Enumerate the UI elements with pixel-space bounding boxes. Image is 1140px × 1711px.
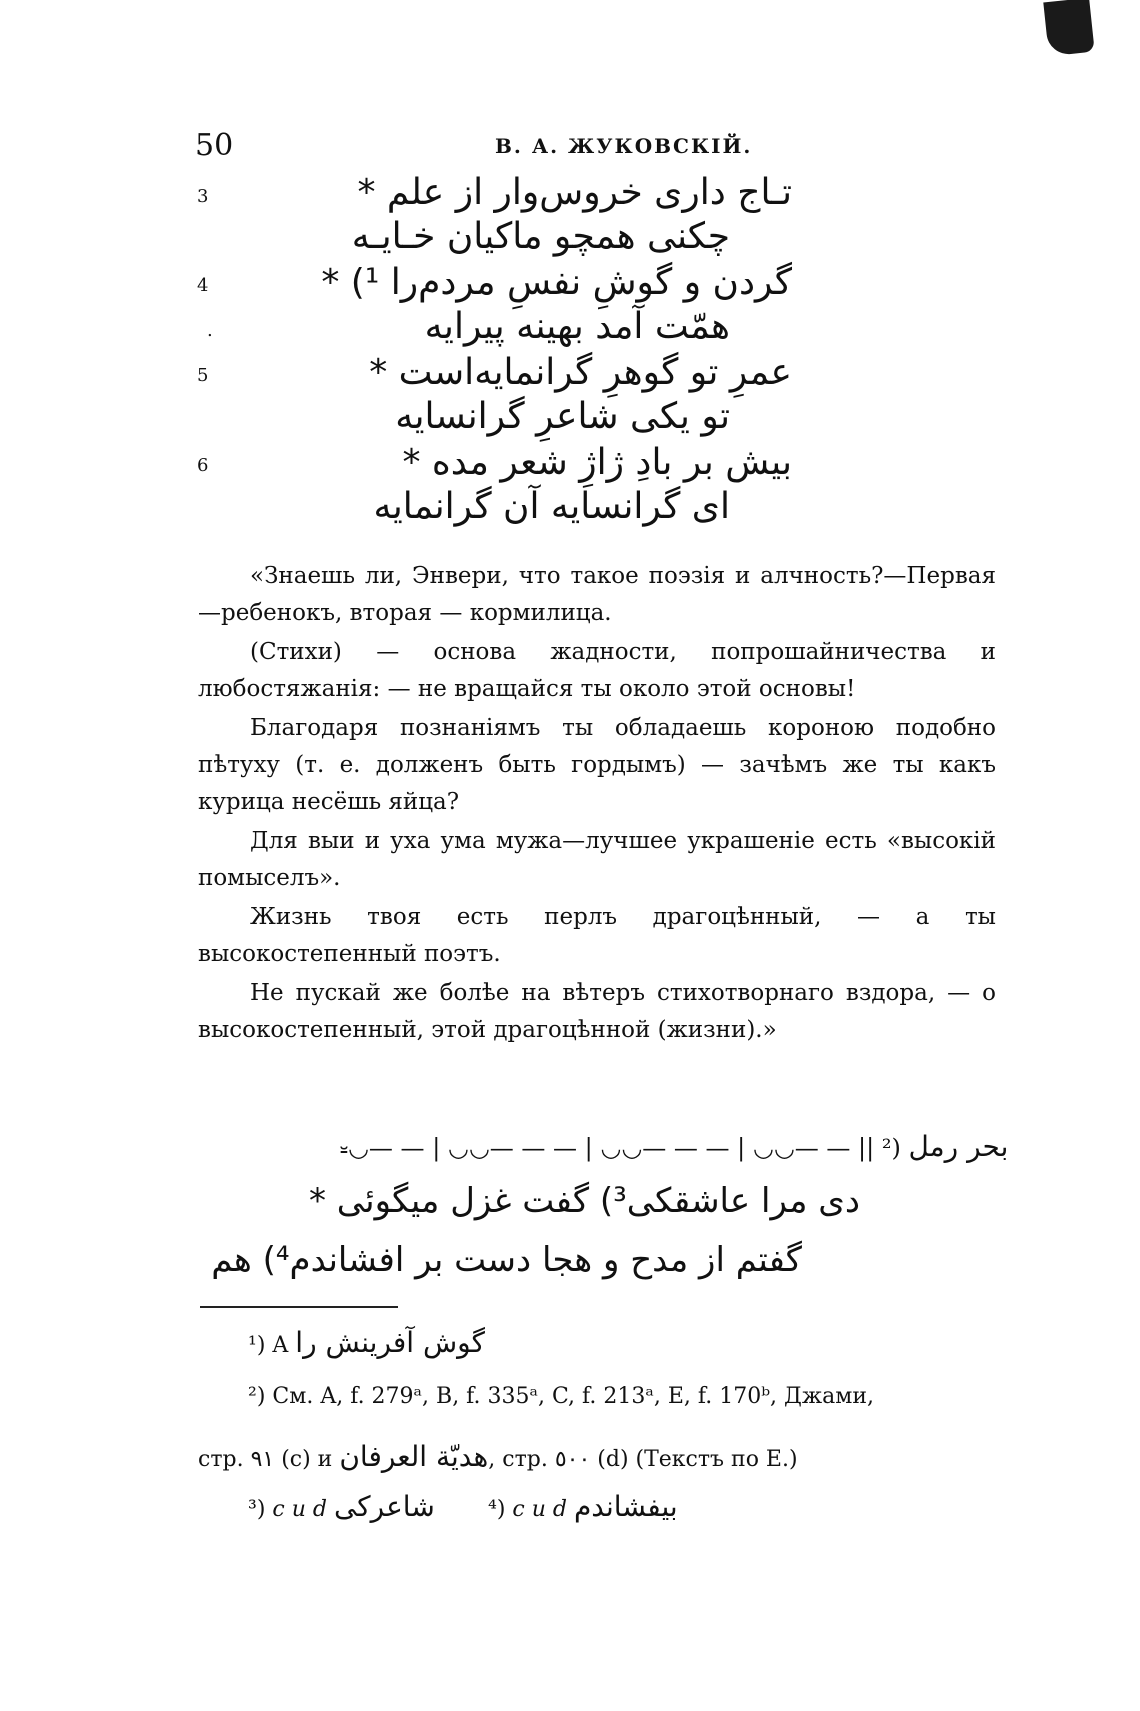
footnote-text: стр. ٩١ (c) и xyxy=(198,1447,333,1472)
verse-text: دی مرا عاشقکی³) گفت غزل میگوئی xyxy=(336,1181,860,1221)
paragraph: Благодаря познаніямъ ты обладаешь короною подобно пѣтуху (т. е. долженъ быть гордымъ) — зачѣмъ же ты какъ курица несёшь яйца? xyxy=(198,715,996,815)
meter-name: بحر رمل xyxy=(908,1130,1009,1163)
meter-line xyxy=(340,1130,1009,1163)
verse-separator: * xyxy=(321,262,340,303)
verse-line xyxy=(357,172,792,213)
footnote-text: , стр. ٥٠٠ (d) (Текстъ по E.) xyxy=(488,1447,798,1472)
meter-note-ref: ²) xyxy=(881,1134,901,1162)
verse-line: همّت آمد بهینه پیرایه xyxy=(424,306,730,347)
verse-number: 5 xyxy=(197,365,209,386)
verse-line xyxy=(402,442,792,483)
footnote-marker: ⁴) xyxy=(488,1497,506,1522)
page-number: 50 xyxy=(195,128,234,163)
footnote-persian: بیفشاندم xyxy=(573,1490,678,1523)
verse-line xyxy=(369,352,792,393)
footnote-persian: گوش آفرینش را xyxy=(295,1326,485,1359)
verse-number: 6 xyxy=(197,455,209,476)
verse-number: 3 xyxy=(197,186,209,207)
verse-line: گفتم از مدح و هجا دست بر افشاندم⁴) هم xyxy=(211,1240,802,1280)
footnote-marker: ¹) xyxy=(248,1333,266,1358)
ink-blot xyxy=(1043,0,1094,56)
footnote-4 xyxy=(488,1490,678,1523)
running-head: В. А. ЖУКОВСКІЙ. xyxy=(495,134,753,158)
footnote-text: См. A, f. 279ᵃ, B, f. 335ᵃ, C, f. 213ᵃ, E, f. 170ᵇ, Джами, xyxy=(272,1384,875,1409)
verse-line: چکنی همچو ماکیان خـایـه xyxy=(351,216,730,257)
verse-separator: * xyxy=(369,352,388,393)
verse-line xyxy=(309,1181,860,1221)
paragraph: Для выи и уха ума мужа—лучшее украшеніе есть «высокій помыселъ». xyxy=(198,828,996,891)
verse-line xyxy=(321,262,792,303)
footnote-3 xyxy=(248,1490,435,1523)
verse-line: ای گرانسایه آن گرانمایه xyxy=(373,486,730,527)
verse-text: تـاج داری خروس‌وار از علم xyxy=(386,172,792,213)
verse-line: تو یکی شاعرِ گرانسایه xyxy=(395,396,730,437)
footnote-text: c и d xyxy=(512,1497,567,1522)
stray-dot: . xyxy=(207,320,213,341)
verse-number: 4 xyxy=(197,275,209,296)
footnote-persian: شاعرکی xyxy=(333,1490,435,1523)
footnote-marker: ²) xyxy=(248,1384,266,1409)
verse-separator: * xyxy=(357,172,376,213)
verse-separator: * xyxy=(402,442,421,483)
footnote-persian: هديّة العرفان xyxy=(339,1440,489,1473)
verse-text: گردن و گوشِ نفسِ مردم‌را ¹) xyxy=(350,262,792,303)
scansion: ⏓◡— — | ◡◡— — — | ◡◡— — — | ◡◡— — || xyxy=(340,1134,875,1162)
paragraph: «Знаешь ли, Энвери, что такое поэзія и алчность?—Первая—ребенокъ, вторая — кормилица. xyxy=(198,563,996,626)
translation-text xyxy=(198,558,996,1051)
paragraph: (Стихи) — основа жадности, попрошайничества и любостяжанія: — не вращайся ты около этой основы! xyxy=(198,639,996,702)
paragraph: Не пускай же болѣе на вѣтеръ стихотворнаго вздора, — о высокостепенный, этой драгоцѣнной (жизни).» xyxy=(198,980,996,1043)
footnote-2 xyxy=(248,1384,874,1409)
footnote-text: c и d xyxy=(272,1497,327,1522)
footnote-marker: ³) xyxy=(248,1497,266,1522)
verse-separator: * xyxy=(308,1181,326,1221)
footnote-2-cont xyxy=(198,1440,798,1473)
footnote-text: A xyxy=(272,1333,289,1358)
page-header xyxy=(195,128,995,168)
footnote-1 xyxy=(248,1326,485,1359)
verse-text: عمرِ تو گوهرِ گرانمایه‌است xyxy=(398,352,792,393)
verse-text: بیش بر بادِ ژاژِ شعر مده xyxy=(431,442,792,483)
footnote-rule xyxy=(200,1306,398,1308)
paragraph: Жизнь твоя есть перлъ драгоцѣнный, — а ты высокостепенный поэтъ. xyxy=(198,904,996,967)
